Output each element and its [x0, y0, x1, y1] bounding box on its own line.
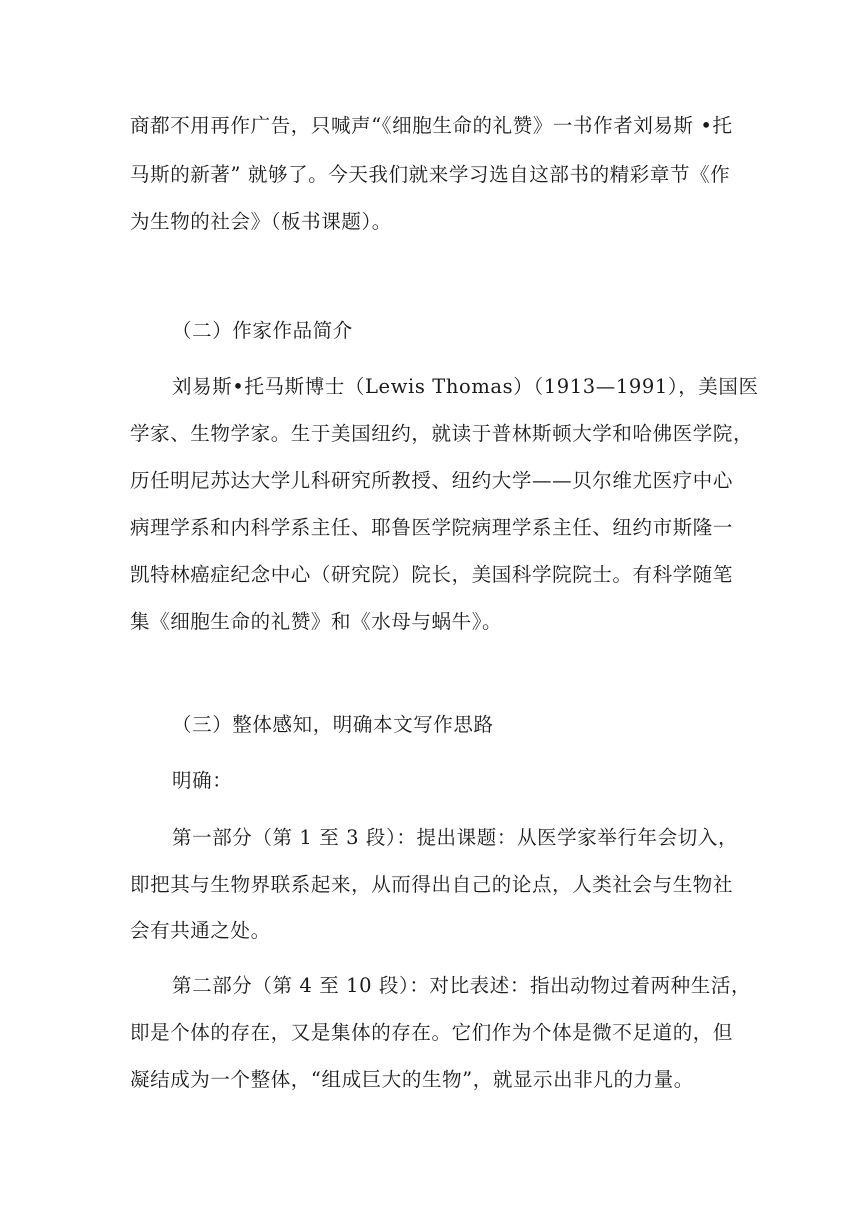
part2-line-1: 第二部分（第 4 至 10 段）：对比表述：指出动物过着两种生活，	[172, 974, 752, 997]
section2-line-4: 病理学系和内科学系主任、耶鲁医学院病理学系主任、纽约市斯隆一	[130, 516, 734, 539]
section2-line-2: 学家、生物学家。生于美国纽约，就读于普林斯顿大学和哈佛医学院，	[130, 422, 754, 445]
section3-heading: （三）整体感知，明确本文写作思路	[172, 713, 494, 736]
part2-line-2: 即是个体的存在，又是集体的存在。它们作为个体是微不足道的，但	[130, 1021, 734, 1044]
section2-heading: （二）作家作品简介	[172, 319, 353, 342]
part1-line-2: 即把其与生物界联系起来，从而得出自己的论点，人类社会与生物社	[130, 873, 734, 896]
part1-line-1: 第一部分（第 1 至 3 段）：提出课题：从医学家举行年会切入，	[172, 826, 739, 849]
section2-line-6: 集《细胞生命的礼赞》和《水母与蜗牛》。	[130, 610, 503, 633]
part1-line-3: 会有共通之处。	[130, 919, 271, 942]
intro-line-3: 为生物的社会》（板书课题）。	[130, 210, 392, 233]
section2-line-5: 凯特林癌症纪念中心（研究院）院长，美国科学院院士。有科学随笔	[130, 563, 734, 586]
clarify-label: 明确：	[172, 769, 233, 792]
section2-line-1: 刘易斯•托马斯博士（Lewis Thomas）（1913—1991），美国医	[172, 375, 759, 398]
section2-line-3: 历任明尼苏达大学儿科研究所教授、纽约大学——贝尔维尤医疗中心	[130, 469, 734, 492]
part2-line-3: 凝结成为一个整体，“组成巨大的生物”，就显示出非凡的力量。	[130, 1068, 694, 1091]
intro-line-2: 马斯的新著” 就够了。今天我们就来学习选自这部书的精彩章节《作	[130, 163, 731, 186]
intro-line-1: 商都不用再作广告，只喊声“《细胞生命的礼赞》一书作者刘易斯 •托	[130, 114, 733, 137]
